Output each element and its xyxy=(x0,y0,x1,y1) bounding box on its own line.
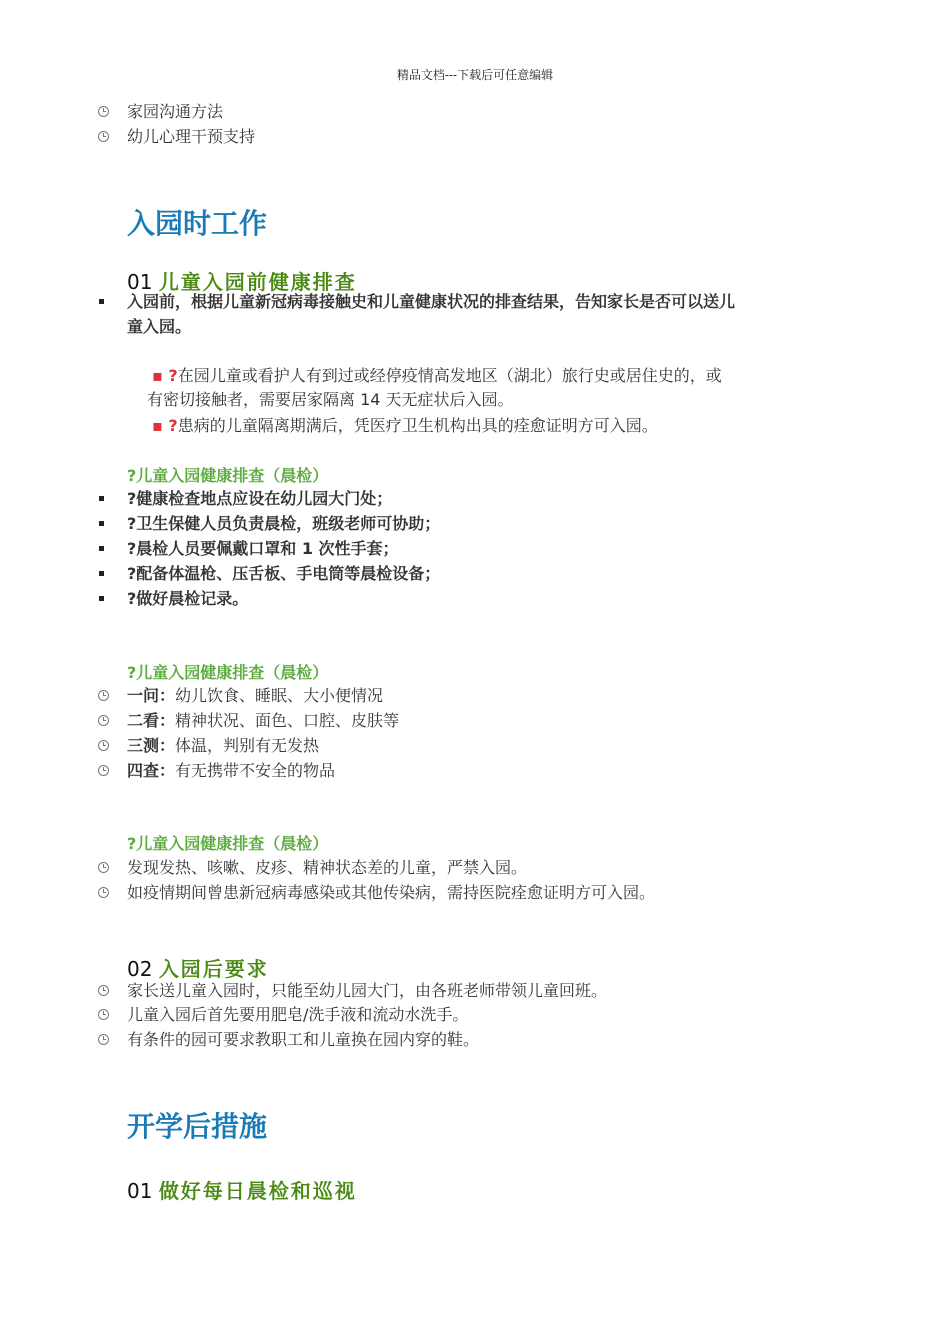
clock-bullet-icon xyxy=(98,715,109,726)
clock-bullet-icon xyxy=(98,740,109,751)
list-item-continuation: 童入园。 xyxy=(127,317,192,336)
subheading: ?儿童入园健康排查（晨检） xyxy=(127,466,329,485)
clock-bullet-icon xyxy=(98,1034,109,1045)
subsection-heading: 01 做好每日晨检和巡视 xyxy=(127,1179,357,1203)
note-line: ▪ ?在园儿童或看护人有到过或经停疫情高发地区（湖北）旅行史或居住史的，或 xyxy=(152,366,722,385)
note-line: ▪ ?患病的儿童隔离期满后，凭医疗卫生机构出具的痊愈证明方可入园。 xyxy=(152,416,658,435)
clock-bullet-icon xyxy=(98,106,109,117)
clock-bullet-icon xyxy=(98,887,109,898)
note-line: 有密切接触者，需要居家隔离 14 天无症状后入园。 xyxy=(147,390,514,409)
clock-bullet-icon xyxy=(98,1009,109,1020)
section-title: 入园时工作 xyxy=(127,207,268,240)
subsection-heading: 02 入园后要求 xyxy=(127,957,269,981)
square-bullet-icon xyxy=(99,299,104,304)
page-header: 精品文档---下载后可任意编辑 xyxy=(396,68,554,82)
clock-bullet-icon xyxy=(98,985,109,996)
subheading: ?儿童入园健康排查（晨检） xyxy=(127,663,329,682)
square-bullet-icon xyxy=(99,496,104,501)
subheading: ?儿童入园健康排查（晨检） xyxy=(127,834,329,853)
section-title: 开学后措施 xyxy=(127,1110,268,1143)
square-bullet-icon xyxy=(99,596,104,601)
clock-bullet-icon xyxy=(98,862,109,873)
clock-bullet-icon xyxy=(98,131,109,142)
square-bullet-icon xyxy=(99,571,104,576)
clock-bullet-icon xyxy=(98,765,109,776)
square-bullet-icon xyxy=(99,521,104,526)
subsection-heading: 01 儿童入园前健康排查 xyxy=(127,270,357,294)
square-bullet-icon xyxy=(99,546,104,551)
clock-bullet-icon xyxy=(98,690,109,701)
